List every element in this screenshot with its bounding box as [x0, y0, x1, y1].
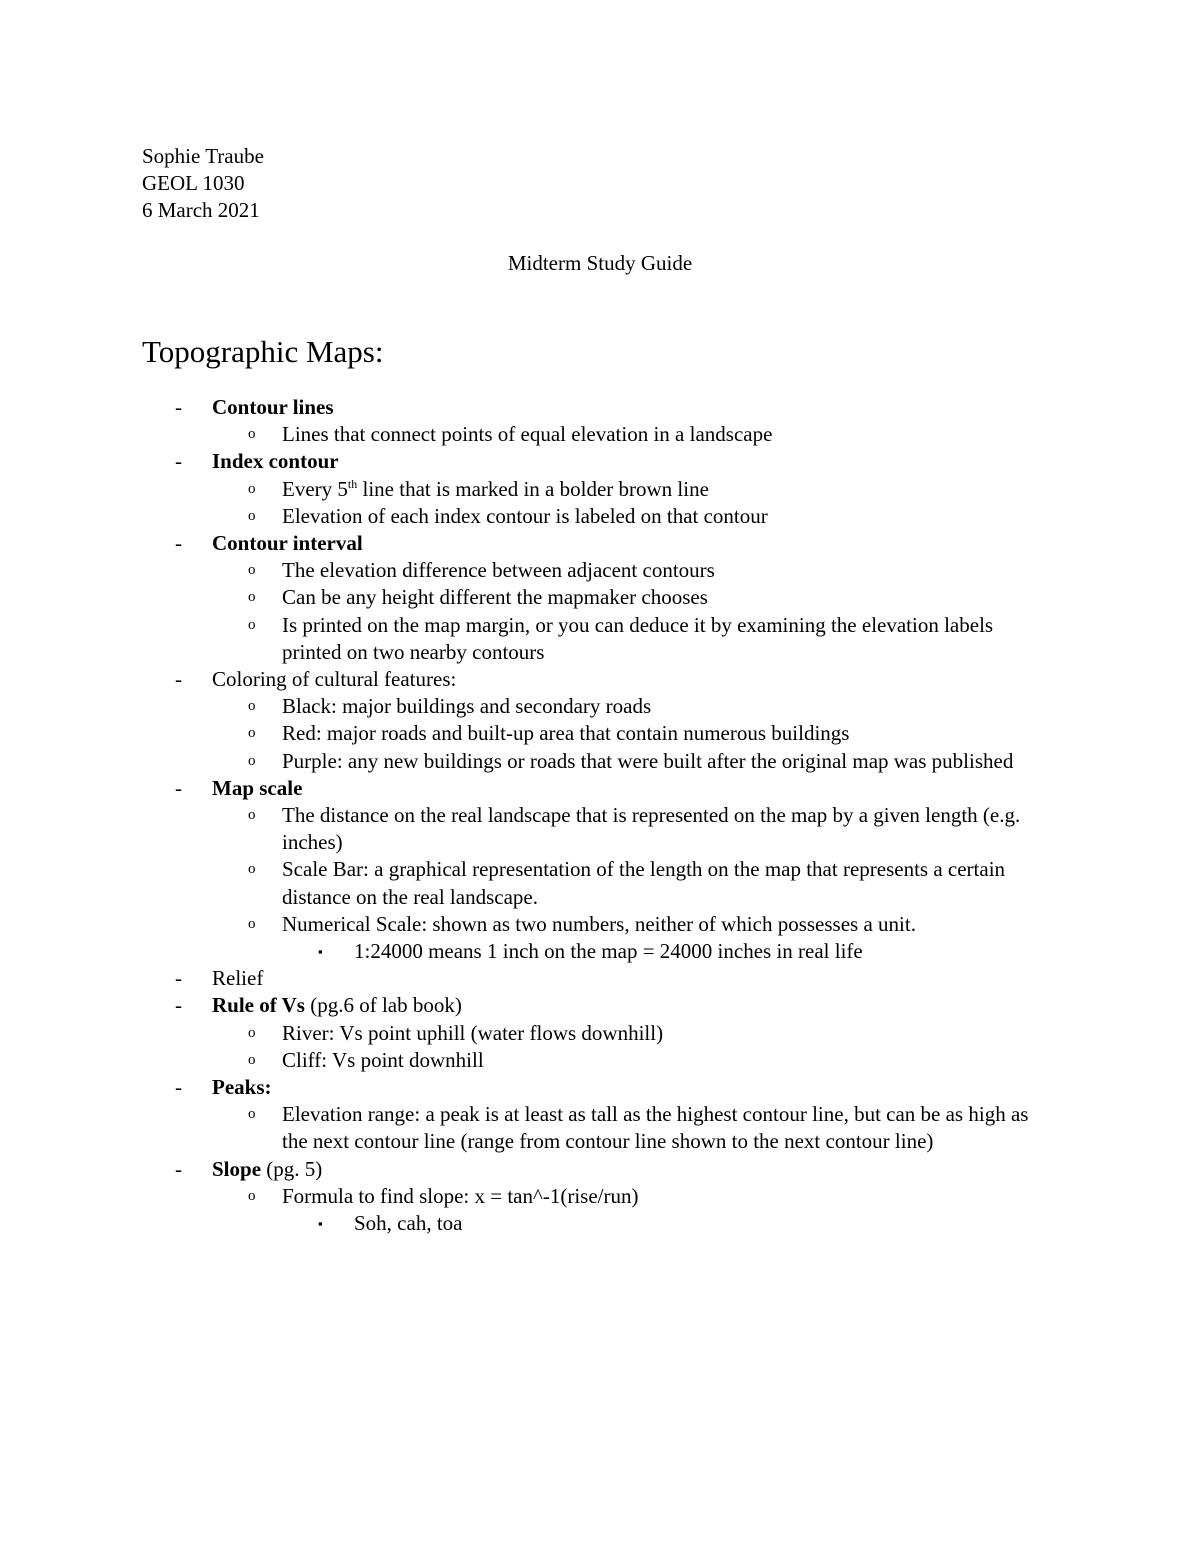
- sub-item-text: Scale Bar: a graphical representation of the length on the map that represents a certain distance on the real landscape.: [282, 857, 1006, 909]
- sub-item: [0, 612, 1200, 666]
- sub-item: [0, 802, 1200, 856]
- circle-bullet: o: [248, 1024, 256, 1041]
- sub-item-text: Can be any height different the mapmaker chooses: [282, 585, 708, 610]
- dash-bullet: -: [175, 966, 182, 991]
- sub-sub-item-text: Soh, cah, toa: [354, 1211, 463, 1236]
- superscript: th: [347, 476, 358, 491]
- dash-bullet: -: [175, 775, 182, 800]
- circle-bullet: o: [248, 1051, 256, 1068]
- sub-item-text-post: line that is marked in a bolder brown line: [357, 476, 709, 501]
- sub-item: [0, 1047, 1200, 1074]
- circle-bullet: o: [248, 480, 256, 497]
- square-bullet: ▪: [318, 1216, 323, 1232]
- sub-item-text: Elevation of each index contour is labeled on that contour: [282, 503, 768, 528]
- item-label: Coloring of cultural features:: [212, 667, 457, 692]
- circle-bullet: o: [248, 807, 256, 824]
- sub-item-text: Elevation range: a peak is at least as tall as the highest contour line, but can be as high as the next contour line (range from contour line shown to the next contour line): [282, 1102, 1029, 1154]
- dash-bullet: -: [175, 1075, 182, 1100]
- item-suffix: (pg. 5): [261, 1156, 323, 1181]
- item-label: Peaks:: [212, 1075, 272, 1100]
- sub-item: [0, 1101, 1200, 1155]
- dash-bullet: -: [175, 993, 182, 1018]
- sub-item: [0, 748, 1200, 775]
- circle-bullet: o: [248, 562, 256, 579]
- list-item-index-contour: [0, 448, 1200, 475]
- sub-item-text: Purple: any new buildings or roads that were built after the original map was published: [282, 748, 1014, 773]
- dash-bullet: -: [175, 449, 182, 474]
- dash-bullet: -: [175, 667, 182, 692]
- item-label: Contour lines: [212, 395, 334, 419]
- circle-bullet: o: [248, 426, 256, 443]
- sub-item-text: Cliff: Vs point downhill: [282, 1047, 484, 1072]
- sub-item: [0, 476, 1200, 503]
- sub-item-text: Black: major buildings and secondary roads: [282, 694, 652, 719]
- sub-sub-item: [0, 938, 1200, 965]
- dash-bullet: -: [175, 531, 182, 556]
- sub-item: [0, 1020, 1200, 1047]
- sub-item: [0, 503, 1200, 530]
- circle-bullet: o: [248, 725, 256, 742]
- sub-item-text: Formula to find slope: x = tan^-1(rise/run): [282, 1183, 639, 1208]
- sub-item-text: The distance on the real landscape that is represented on the map by a given length (e.g. inches): [282, 803, 1021, 855]
- circle-bullet: o: [248, 915, 256, 932]
- square-bullet: ▪: [318, 944, 323, 960]
- item-label: Slope: [212, 1156, 262, 1181]
- circle-bullet: o: [248, 507, 256, 524]
- item-label: Relief: [212, 966, 264, 991]
- sub-item: [0, 1183, 1200, 1210]
- sub-item: [0, 720, 1200, 747]
- item-suffix: (pg.6 of lab book): [304, 993, 462, 1018]
- list-item-peaks: [0, 1074, 1200, 1101]
- list-item-map-scale: [0, 775, 1200, 802]
- sub-sub-item-text: 1:24000 means 1 inch on the map = 24000 inches in real life: [354, 939, 863, 964]
- sub-item-text-pre: Every 5: [282, 476, 348, 501]
- sub-item: [0, 557, 1200, 584]
- item-label: Map scale: [212, 775, 303, 800]
- dash-bullet: -: [175, 1156, 182, 1181]
- list-item-coloring: [0, 666, 1200, 693]
- list-item-relief: [0, 965, 1200, 992]
- circle-bullet: o: [248, 861, 256, 878]
- sub-item-text: River: Vs point uphill (water flows downhill): [282, 1020, 664, 1045]
- sub-sub-item: [0, 1210, 1200, 1237]
- document-date: 6 March 2021: [142, 198, 260, 222]
- sub-item: [0, 584, 1200, 611]
- circle-bullet: o: [248, 1187, 256, 1204]
- circle-bullet: o: [248, 1106, 256, 1123]
- sub-item: [0, 856, 1200, 910]
- sub-item-text: Numerical Scale: shown as two numbers, neither of which possesses a unit.: [282, 911, 916, 936]
- sub-item: [0, 693, 1200, 720]
- list-item-rule-of-vs: [0, 992, 1200, 1019]
- item-label: Rule of Vs: [212, 993, 305, 1018]
- list-item-contour-interval: [0, 530, 1200, 557]
- circle-bullet: o: [248, 589, 256, 606]
- list-item-contour-lines: [0, 394, 1200, 421]
- sub-item-text: The elevation difference between adjacent contours: [282, 558, 715, 583]
- page-title: Midterm Study Guide: [507, 251, 693, 275]
- sub-item-text: Lines that connect points of equal elevation in a landscape: [282, 422, 773, 447]
- sub-item: [0, 421, 1200, 448]
- item-label: Index contour: [212, 449, 339, 474]
- sub-item-text: Red: major roads and built-up area that contain numerous buildings: [282, 721, 850, 746]
- circle-bullet: o: [248, 616, 256, 633]
- sub-item: [0, 911, 1200, 938]
- circle-bullet: o: [248, 698, 256, 715]
- study-guide-list: [0, 394, 1200, 1237]
- section-heading: Topographic Maps:: [142, 334, 384, 369]
- sub-item-text: Is printed on the map margin, or you can deduce it by examining the elevation labels printed on two nearby contours: [282, 612, 994, 664]
- circle-bullet: o: [248, 752, 256, 769]
- course-code: GEOL 1030: [142, 171, 245, 195]
- dash-bullet: -: [175, 395, 182, 419]
- author-name: Sophie Traube: [142, 144, 264, 168]
- list-item-slope: [0, 1156, 1200, 1183]
- item-label: Contour interval: [212, 531, 363, 556]
